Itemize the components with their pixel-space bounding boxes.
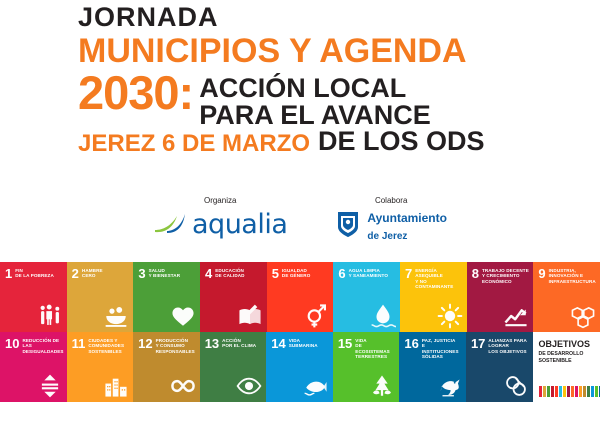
sdg-goal-1[interactable] — [0, 262, 67, 332]
sdg-goal-title: TRABAJO DECENTE Y CRECIMIENTO ECONÓMICO — [481, 268, 529, 284]
sdg-goal-11[interactable] — [67, 332, 134, 402]
sdg-goal-title: ACCIÓN POR EL CLIMA — [222, 338, 257, 349]
sdg-goal-number: 1 — [5, 266, 13, 281]
sdg-goal-9[interactable] — [533, 262, 600, 332]
jerez-coat-of-arms-icon — [335, 209, 361, 244]
sdg-logo-color-bars — [539, 386, 600, 397]
sdg-goal-title: INDUSTRIA, INNOVACIÓN E INFRAESTRUCTURA — [548, 268, 596, 284]
sdg-goal-16[interactable] — [399, 332, 466, 402]
sdg-goal-title: REDUCCIÓN DE LAS DESIGUALDADES — [22, 338, 64, 354]
sdg-goal-10[interactable] — [0, 332, 67, 402]
title-line-de-los-ods: DE LOS ODS — [318, 125, 485, 156]
sdg-goal-2[interactable] — [67, 262, 134, 332]
sdg-goal-number: 4 — [205, 266, 213, 281]
sponsors-block — [0, 196, 600, 244]
peace-justice-dove-icon — [436, 373, 462, 399]
sdg-goal-number: 10 — [5, 336, 20, 351]
sdg-goal-number: 13 — [204, 336, 220, 351]
affordable-energy-sun-icon — [437, 303, 463, 329]
sdg-goal-4[interactable] — [200, 262, 267, 332]
sdg-goal-number: 11 — [71, 336, 86, 351]
sdg-goal-13[interactable] — [200, 332, 267, 402]
sdg-goal-title: FIN DE LA POBREZA — [15, 268, 54, 279]
poverty-family-icon — [37, 303, 63, 329]
responsible-consumption-infinity-icon — [170, 373, 196, 399]
title-line-jerez-fecha: JEREZ 6 DE MARZO — [78, 129, 311, 157]
sdg-goal-title: EDUCACIÓN DE CALIDAD — [215, 268, 245, 279]
sdg-goal-title: SALUD Y BIENESTAR — [148, 268, 181, 279]
sdg-goal-number: 15 — [337, 336, 353, 351]
sdg-logo-title: OBJETIVOS — [538, 339, 591, 349]
industry-innovation-cubes-icon — [570, 303, 596, 329]
sdg-goal-8[interactable] — [467, 262, 534, 332]
sdg-goal-7[interactable] — [400, 262, 467, 332]
gender-equality-icon — [303, 303, 329, 329]
jerez-logo-line1: Ayuntamiento — [367, 210, 447, 225]
sdg-goal-title: PAZ, JUSTICIA E INSTITUCIONES SÓLIDAS — [421, 338, 459, 360]
sdg-goal-number: 5 — [271, 266, 279, 281]
sdg-goal-title: AGUA LIMPIA Y SANEAMIENTO — [348, 268, 389, 279]
sdg-goal-6[interactable] — [333, 262, 400, 332]
sdg-goal-title: HAMBRE CERO — [81, 268, 103, 279]
climate-action-eye-icon — [236, 373, 262, 399]
sponsor-organiza-label: Organiza — [203, 196, 237, 205]
sdg-goal-number: 17 — [470, 336, 486, 351]
education-book-pencil-icon — [237, 303, 263, 329]
sdg-goal-number: 8 — [471, 266, 479, 281]
sdg-goal-title: VIDA SUBMARINA — [288, 338, 318, 349]
sponsor-colabora-label: Colabora — [374, 196, 408, 205]
sdg-goal-15[interactable] — [333, 332, 400, 402]
decent-work-growth-icon — [503, 303, 529, 329]
sdg-goal-title: CIUDADES Y COMUNIDADES SOSTENIBLES — [88, 338, 125, 354]
clean-water-drop-icon — [370, 303, 396, 329]
title-block — [0, 4, 600, 156]
sdg-goal-number: 12 — [138, 336, 153, 351]
sdg-goal-number: 6 — [338, 266, 346, 281]
sustainable-cities-icon — [103, 373, 129, 399]
sdg-goal-number: 9 — [538, 266, 546, 281]
sdg-goal-number: 14 — [271, 336, 286, 351]
life-on-land-tree-icon — [369, 373, 395, 399]
jerez-logo-line2: de Jerez — [367, 230, 408, 242]
title-line-municipios: MUNICIPIOS Y AGENDA — [78, 32, 467, 70]
title-line-accion-local: ACCIÓN LOCAL — [199, 72, 407, 103]
sdg-goal-12[interactable] — [133, 332, 200, 402]
sdg-logo-subtitle: DE DESARROLLO SOSTENIBLE — [538, 351, 584, 364]
health-heartbeat-icon — [170, 303, 196, 329]
sdg-goal-title: IGUALDAD DE GÉNERO — [281, 268, 311, 279]
zero-hunger-bowl-icon — [103, 303, 129, 329]
sdg-goal-title: VIDA DE ECOSISTEMAS TERRESTRES — [355, 338, 390, 360]
partnerships-circles-icon — [503, 373, 529, 399]
sdg-goal-number: 16 — [404, 336, 419, 351]
sdg-goal-3[interactable] — [133, 262, 200, 332]
sdg-row-top — [0, 262, 600, 332]
life-below-water-fish-icon — [303, 373, 329, 399]
aqualia-leaf-icon — [153, 210, 187, 239]
sdg-goal-title: ALIANZAS PARA LOGRAR LOS OBJETIVOS — [488, 338, 527, 354]
title-line-para-el-avance: PARA EL AVANCE — [199, 100, 431, 131]
title-line-2030: 2030: — [78, 65, 194, 119]
sdg-grid — [0, 262, 600, 402]
sdg-goal-number: 7 — [405, 266, 413, 281]
sdg-goal-17[interactable] — [466, 332, 533, 402]
sdg-goal-title: ENERGÍA ASEQUIBLE Y NO CONTAMINANTE — [415, 268, 454, 290]
sdg-goal-14[interactable] — [266, 332, 333, 402]
sdg-goal-title: PRODUCCIÓN Y CONSUMO RESPONSABLES — [155, 338, 195, 354]
title-line-jornada: JORNADA — [78, 2, 219, 32]
aqualia-wordmark: aqualia — [192, 209, 288, 240]
sponsor-organiza — [153, 196, 287, 244]
sdg-logo-block — [533, 332, 600, 402]
reduced-inequalities-icon — [37, 373, 63, 399]
sdg-goal-5[interactable] — [267, 262, 334, 332]
sdg-goal-number: 2 — [71, 266, 79, 281]
sponsor-colabora — [335, 196, 447, 244]
sdg-row-bottom — [0, 332, 600, 402]
sdg-goal-number: 3 — [138, 266, 146, 281]
